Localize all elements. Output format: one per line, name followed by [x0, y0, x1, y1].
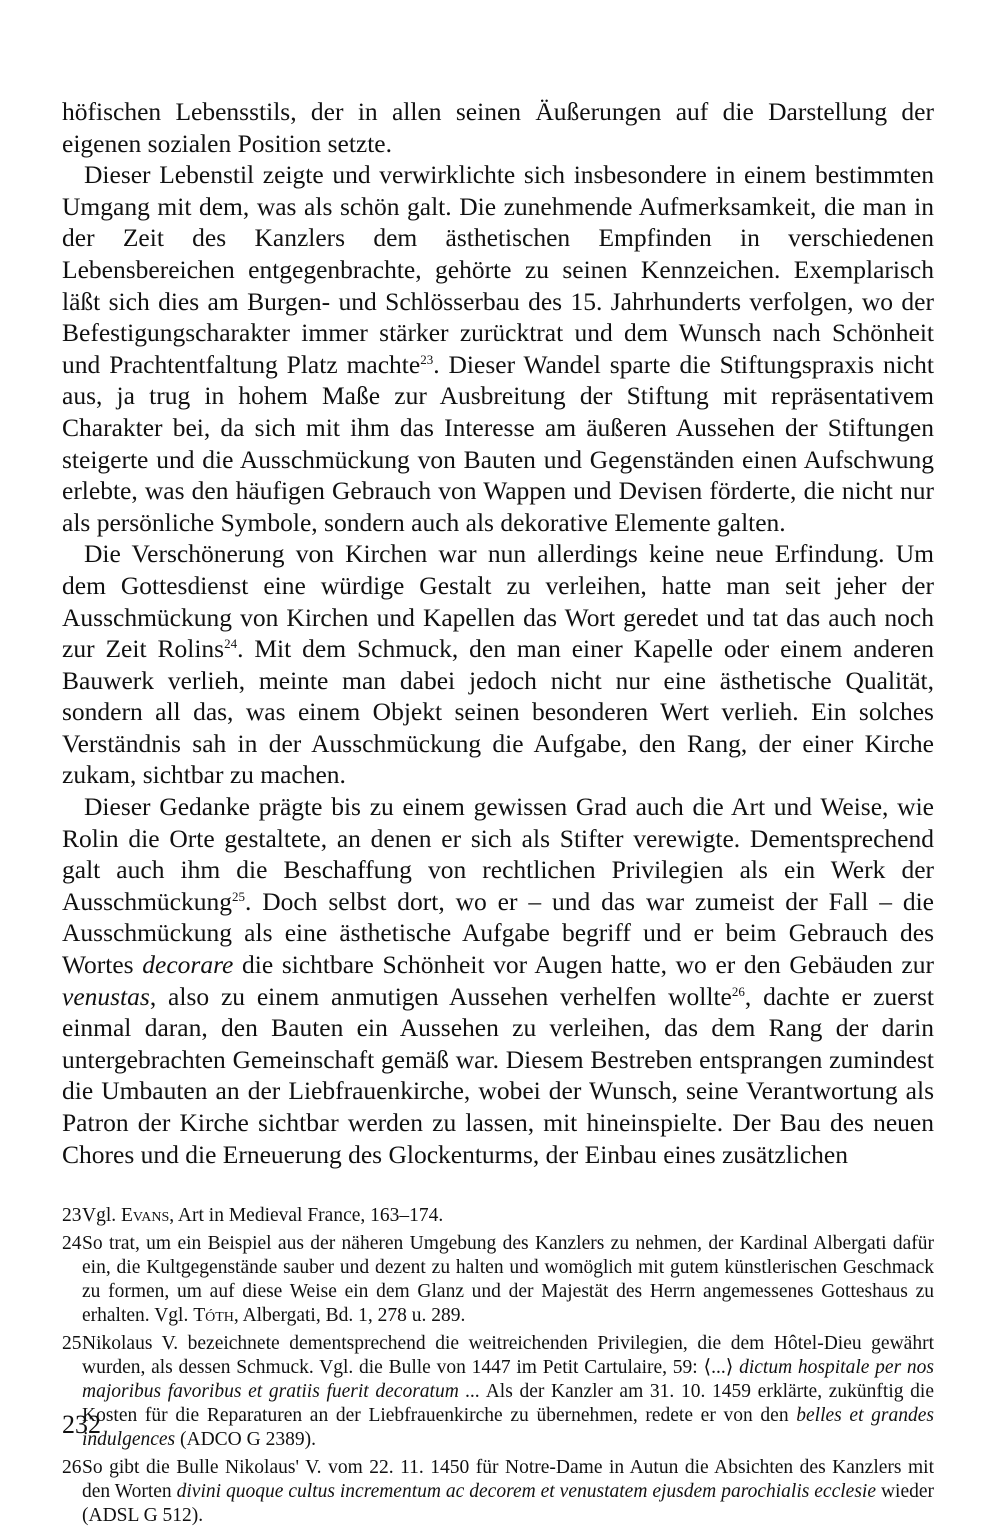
body-text — [62, 96, 934, 1170]
footnote-author: Tóth — [193, 1305, 234, 1327]
footnote-text: Als der Kanzler am 31. 10. 1459 erklärte, zukünftig die Kosten für die Reparaturen an der Liebfrauenkirche zu übernehmen, redete er von den — [82, 1381, 934, 1427]
paragraph-1 — [62, 96, 934, 159]
footnote-number: 25 — [62, 1333, 82, 1355]
footnote-text: , Art in Medieval France, 163–174. — [169, 1205, 444, 1227]
footnote-latin-quote: dictum hospitale per nos majoribus favoribus et gratiis fuerit decoratum ... — [82, 1357, 934, 1403]
page-content — [62, 96, 934, 1532]
paragraph-3 — [62, 538, 934, 791]
footnote-text: Nikolaus V. bezeichnete dementsprechend die weitreichenden Privilegien, die dem Hôtel-Dieu gewährt wurden, als dessen Schmuck. Vgl. die Bulle von 1447 im Petit Cartulaire, 59: ⟨...⟩ — [82, 1333, 934, 1379]
paragraph-4-text-c: die sichtbare Schönheit vor Augen hatte, wo er den Gebäuden zur — [233, 950, 934, 980]
footnote-number: 24 — [62, 1233, 82, 1255]
paragraph-3-text-a: Die Verschönerung von Kirchen war nun allerdings keine neue Erfindung. Um dem Gottesdienst eine würdige Gestalt zu verleihen, hatte man seit jeher der Ausschmückung von Kirchen und Kapellen das Wort geredet und tat das auch noch zur Zeit Rolins — [62, 539, 934, 664]
paragraph-4-text-e: , dachte er zuerst einmal daran, den Bauten ein Aussehen zu verleihen, das dem Rang der darin untergebrachten Gemeinschaft gemäß war. Diesem Bestreben entsprangen zumindest die Umbauten an der Liebfrauenkirche, wobei der Wunsch, seine Verantwortung als Patron der Kirche sichtbar werden zu lassen, mit hineinspielte. Der Bau des neuen Chores und die Erneuerung des Glockenturms, der Einbau eines zusätzlichen — [62, 981, 934, 1169]
footnote-text: wieder (ADSL G 512). — [82, 1481, 934, 1527]
footnote-24 — [62, 1232, 934, 1328]
footnote-text: So trat, um ein Beispiel aus der näheren Umgebung des Kanzlers zu nehmen, der Kardinal Albergati dafür ein, die Kultgegenstände sauber und dezent zu halten und womöglich mit gutem künstlerischen Geschmack zu formen, um auf diese Weise ein dem Glanz und der Majestät des Herrn angemessenes Gotteshaus zu erhalten. Vgl. — [82, 1233, 934, 1327]
footnote-number: 23 — [62, 1205, 82, 1227]
footnote-text: , Albergati, Bd. 1, 278 u. 289. — [233, 1305, 466, 1327]
footnote-number: 26 — [62, 1457, 82, 1479]
italic-term-venustas: venustas — [62, 981, 150, 1011]
paragraph-3-text-b: . Mit dem Schmuck, den man einer Kapelle oder einem anderen Bauwerk verlieh, meinte man dabei jedoch nicht nur eine ästhetische Qualität, sondern all das, was einem Objekt seinen besonderen Wert verlieh. Ein solches Verständnis sah in der Ausschmückung die Aufgabe, den Rang, der einer Kirche zukam, sichtbar zu machen. — [62, 634, 934, 790]
paragraph-4-text-d: , also zu einem anmutigen Aussehen verhelfen wollte — [149, 981, 732, 1011]
footnote-25 — [62, 1332, 934, 1452]
page-number: 232 — [62, 1410, 101, 1439]
footnote-author: Evans — [121, 1205, 170, 1227]
footnote-french-quote: belles et grandes indulgences — [82, 1405, 935, 1451]
footnote-ref-23[interactable]: 23 — [420, 351, 434, 367]
paragraph-1-text: höfischen Lebensstils, der in allen seinen Äußerungen auf die Darstellung der eigenen sozialen Position setzte. — [62, 97, 934, 158]
paragraph-4-text-a: Dieser Gedanke prägte bis zu einem gewissen Grad auch die Art und Weise, wie Rolin die Orte gestaltete, an denen er sich als Stifter verewigte. Dementsprechend galt auch ihm die Beschaffung von rechtlichen Privilegien als ein Werk der Ausschmückung — [62, 792, 934, 916]
footnote-text: Vgl. — [82, 1205, 121, 1227]
footnote-latin-quote: divini quoque cultus incrementum ac decorem et venustatem ejusdem parochialis ecclesie — [176, 1481, 876, 1503]
footnote-23 — [62, 1204, 934, 1228]
footnotes — [62, 1204, 934, 1528]
paragraph-2-text-b: . Dieser Wandel sparte die Stiftungspraxis nicht aus, ja trug in hohem Maße zur Ausbreitung der Stiftung mit repräsentativem Charakter bei, da sich mit ihm das Interesse am äußeren Aussehen der Stiftungen steigerte und die Ausschmückung von Bauten und Gegenständen einen Aufschwung erlebte, was den häufigen Gebrauch von Wappen und Devisen förderte, die nicht nur als persönliche Symbole, sondern auch als dekorative Elemente galten. — [62, 349, 934, 537]
paragraph-2 — [62, 159, 934, 538]
footnote-text: So gibt die Bulle Nikolaus' V. vom 22. 11. 1450 für Notre-Dame in Autun die Absichten des Kanzlers mit den Worten — [82, 1457, 934, 1503]
footnote-text: (ADCO G 2389). — [175, 1429, 316, 1451]
footnote-ref-26[interactable]: 26 — [731, 983, 745, 999]
paragraph-4-text-b: . Doch selbst dort, wo er – und das war zumeist der Fall – die Ausschmückung als eine ästhetische Aufgabe begriff und er beim Gebrauch des Wortes — [62, 886, 934, 980]
footnote-ref-24[interactable]: 24 — [224, 636, 238, 652]
paragraph-4 — [62, 791, 934, 1170]
paragraph-2-text-a: Dieser Lebenstil zeigte und verwirklichte sich insbesondere in einem bestimmten Umgang mit dem, was als schön galt. Die zunehmende Aufmerksamkeit, die man in der Zeit des Kanzlers dem ästhetischen Empfinden in verschiedenen Lebensbereichen entgegenbrachte, gehörte zu seinen Kennzeichen. Exemplarisch läßt sich dies am Burgen- und Schlösserbau des 15. Jahrhunderts verfolgen, wo der Befestigungscharakter immer stärker zurücktrat und dem Wunsch nach Schönheit und Prachtentfaltung Platz machte — [62, 160, 934, 379]
footnote-ref-25[interactable]: 25 — [231, 888, 245, 904]
footnote-26 — [62, 1456, 934, 1528]
italic-term-decorare: decorare — [142, 950, 234, 980]
